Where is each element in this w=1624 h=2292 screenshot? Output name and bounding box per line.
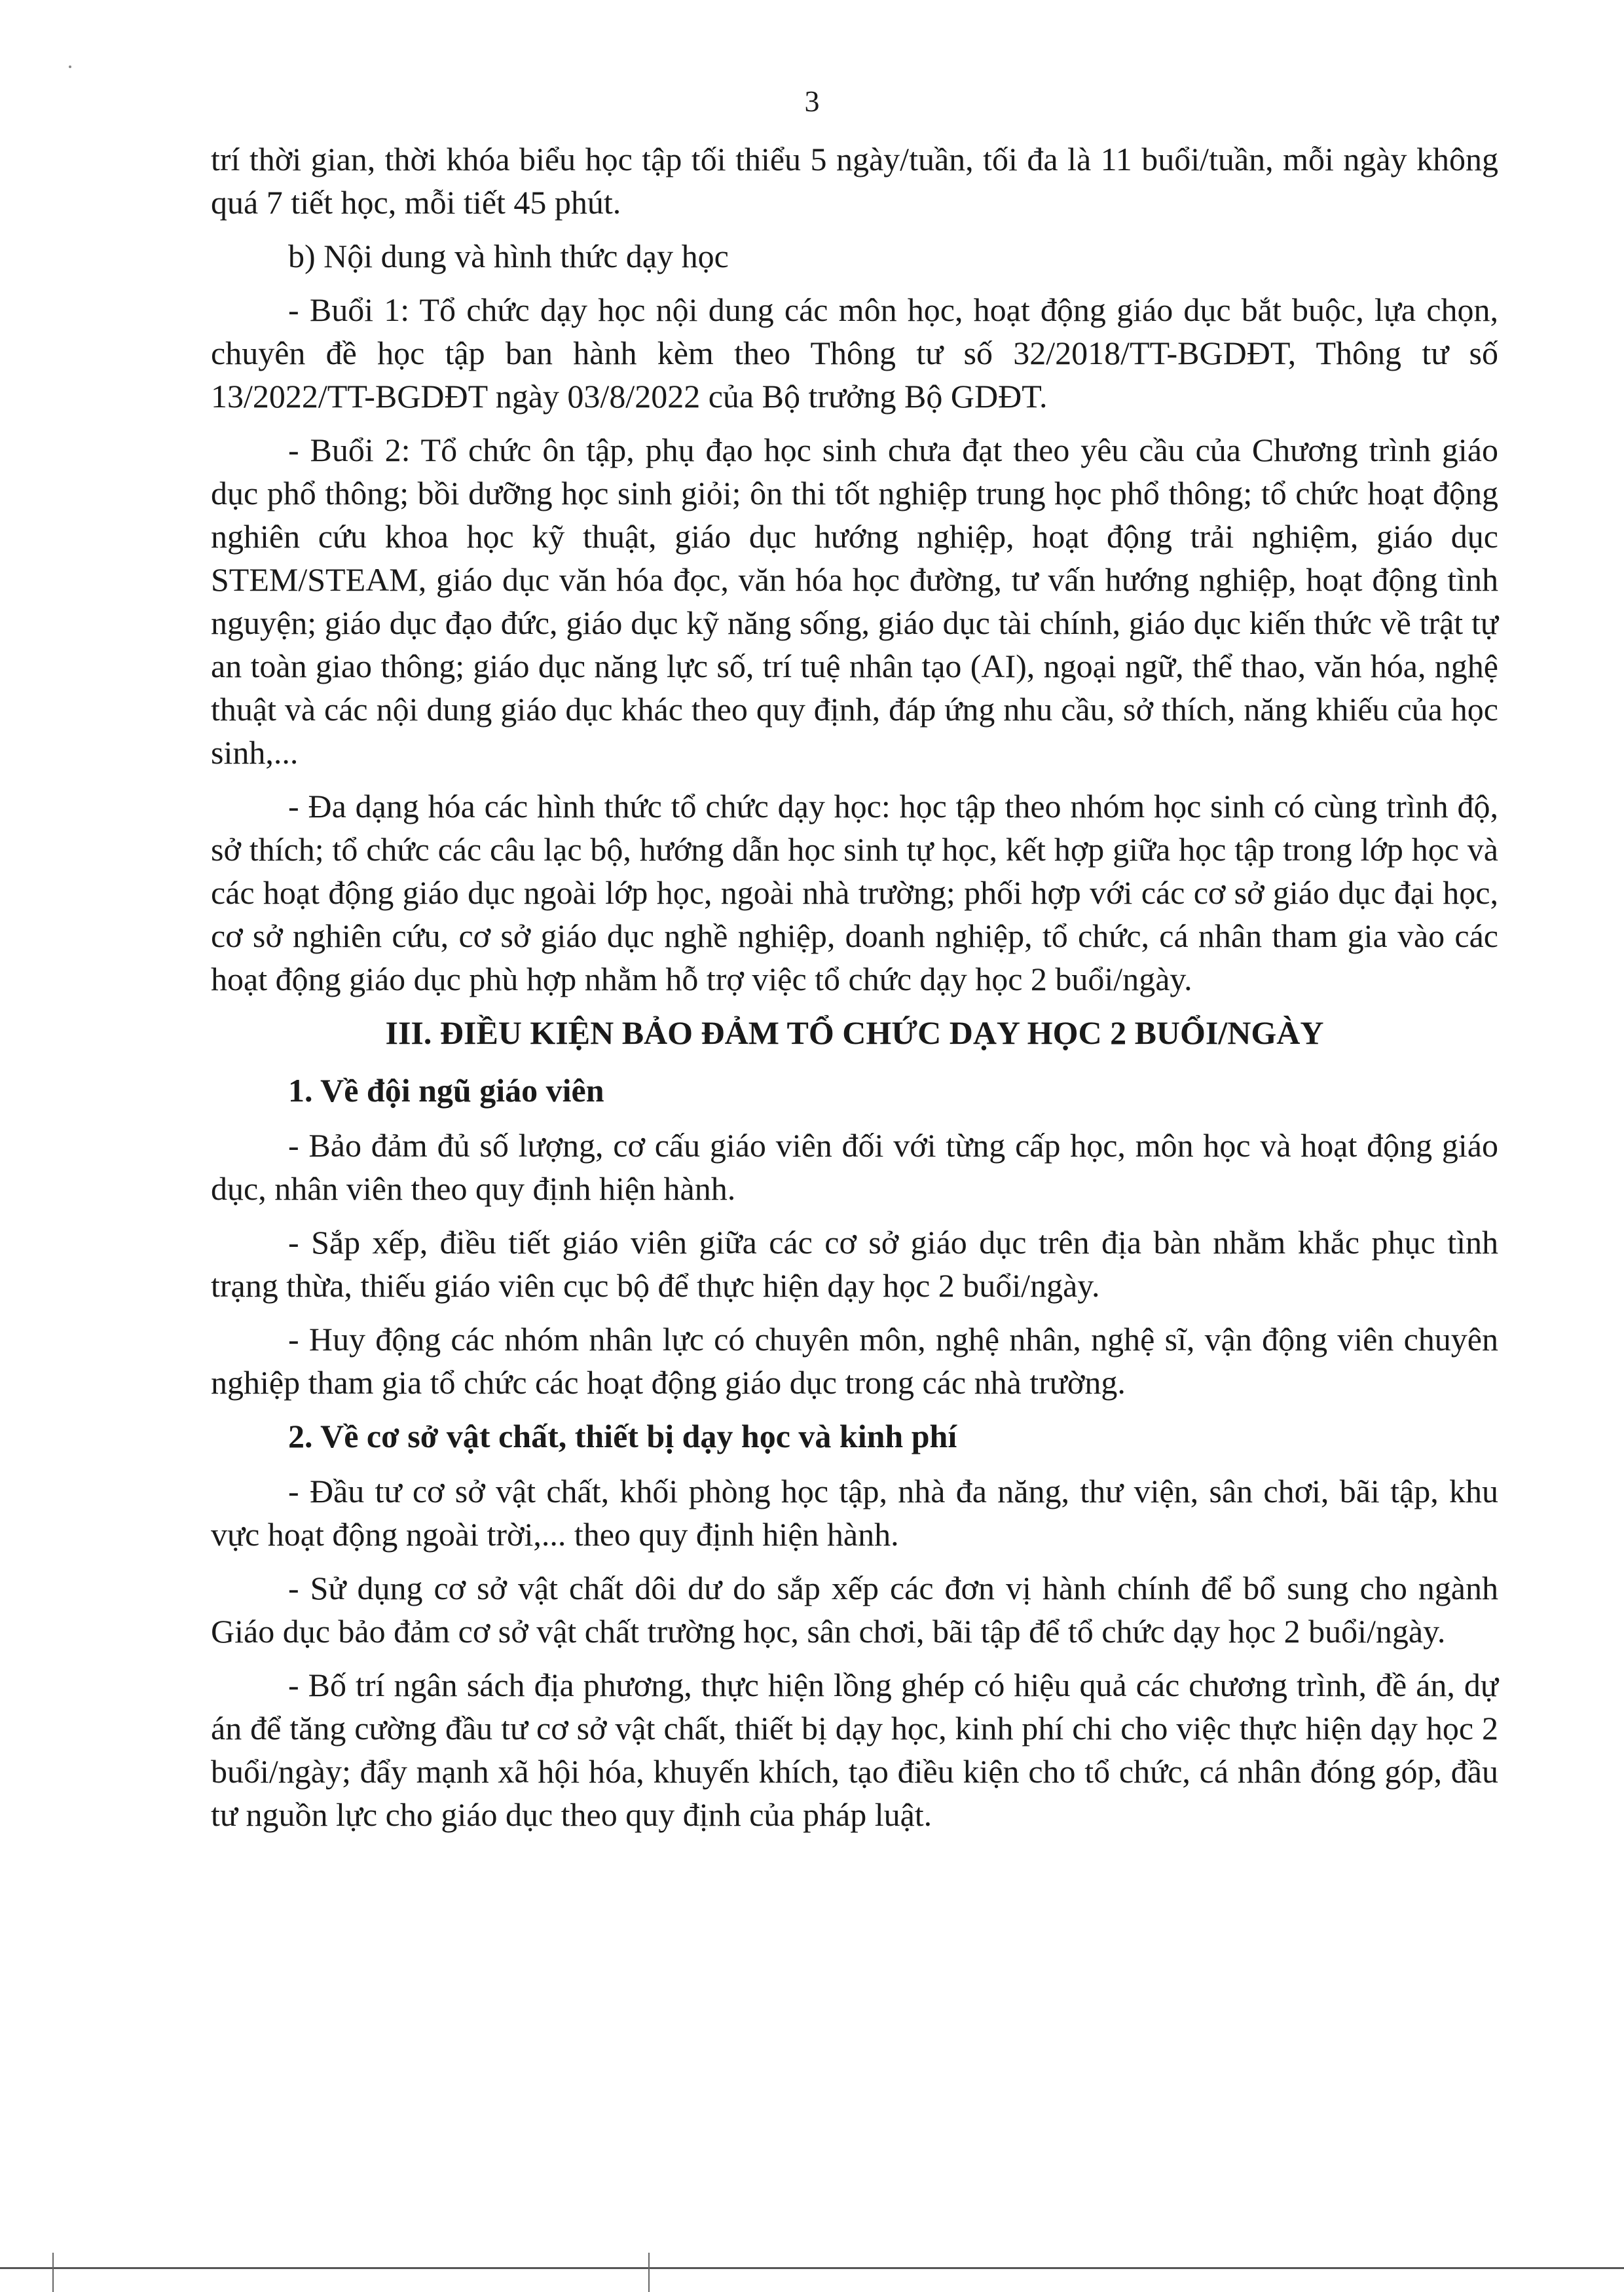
sub1-item: - Huy động các nhóm nhân lực có chuyên môn, nghệ nhân, nghệ sĩ, vận động viên chuyên nghiệp tham gia tổ chức các hoạt động giáo dục trong các nhà trường. bbox=[211, 1321, 1498, 1401]
scan-speck bbox=[69, 65, 71, 68]
document-body bbox=[211, 138, 1498, 1847]
sub2-item: - Đầu tư cơ sở vật chất, khối phòng học tập, nhà đa năng, thư viện, sân chơi, bãi tập, khu vực hoạt động ngoài trời,... theo quy định hiện hành. bbox=[211, 1473, 1498, 1553]
paragraph-session-2: - Buổi 2: Tổ chức ôn tập, phụ đạo học sinh chưa đạt theo yêu cầu của Chương trình giáo dục phổ thông; bồi dưỡng học sinh giỏi; ôn thi tốt nghiệp trung học phổ thông; tổ chức hoạt động nghiên cứu khoa học kỹ thuật, giáo dục hướng nghiệp, hoạt động trải nghiệm, giáo dục STEM/STEAM, giáo dục văn hóa đọc, văn hóa học đường, tư vấn hướng nghiệp, hoạt động tình nguyện; giáo dục đạo đức, giáo dục kỹ năng sống, giáo dục tài chính, giáo dục kiến thức về trật tự an toàn giao thông; giáo dục năng lực số, trí tuệ nhân tạo (AI), ngoại ngữ, thể thao, văn hóa, nghệ thuật và các nội dung giáo dục khác theo quy định, đáp ứng nhu cầu, sở thích, năng khiếu của học sinh,... bbox=[211, 432, 1498, 771]
sub1-title: 1. Về đội ngũ giáo viên bbox=[288, 1072, 604, 1109]
sub1-item: - Bảo đảm đủ số lượng, cơ cấu giáo viên đối với từng cấp học, môn học và hoạt động giáo dục, nhân viên theo quy định hiện hành. bbox=[211, 1127, 1498, 1207]
scan-border-line bbox=[0, 2267, 1624, 2269]
scan-tick-mark bbox=[52, 2253, 54, 2292]
sub2-item: - Bố trí ngân sách địa phương, thực hiện lồng ghép có hiệu quả các chương trình, đề án, dự án để tăng cường đầu tư cơ sở vật chất, thiết bị dạy học, kinh phí chi cho việc thực hiện dạy học 2 buổi/ngày; đẩy mạnh xã hội hóa, khuyến khích, tạo điều kiện cho tổ chức, cá nhân đóng góp, đầu tư nguồn lực cho giáo dục theo quy định của pháp luật. bbox=[211, 1667, 1498, 1833]
scan-tick-mark bbox=[648, 2253, 650, 2292]
sub2-title: 2. Về cơ sở vật chất, thiết bị dạy học và kinh phí bbox=[288, 1418, 957, 1454]
paragraph-continuation: trí thời gian, thời khóa biểu học tập tối thiểu 5 ngày/tuần, tối đa là 11 buổi/tuần, mỗi ngày không quá 7 tiết học, mỗi tiết 45 phút. bbox=[211, 141, 1498, 221]
page-number: 3 bbox=[804, 84, 820, 118]
sub1-item: - Sắp xếp, điều tiết giáo viên giữa các cơ sở giáo dục trên địa bàn nhằm khắc phục tình trạng thừa, thiếu giáo viên cục bộ để thực hiện dạy học 2 buổi/ngày. bbox=[211, 1224, 1498, 1304]
paragraph-session-1: - Buổi 1: Tổ chức dạy học nội dung các môn học, hoạt động giáo dục bắt buộc, lựa chọn, chuyên đề học tập ban hành kèm theo Thông tư số 32/2018/TT-BGDĐT, Thông tư số 13/2022/TT-BGDĐT ngày 03/8/2022 của Bộ trưởng Bộ GDĐT. bbox=[211, 291, 1498, 415]
section-iii-title: III. ĐIỀU KIỆN BẢO ĐẢM TỔ CHỨC DẠY HỌC 2 BUỔI/NGÀY bbox=[385, 1014, 1324, 1051]
paragraph-diversify: - Đa dạng hóa các hình thức tổ chức dạy học: học tập theo nhóm học sinh có cùng trình độ, sở thích; tổ chức các câu lạc bộ, hướng dẫn học sinh tự học, kết hợp giữa học tập trong lớp học và các hoạt động giáo dục ngoài lớp học, ngoài nhà trường; phối hợp với các cơ sở giáo dục đại học, cơ sở nghiên cứu, cơ sở giáo dục nghề nghiệp, doanh nghiệp, tổ chức, cá nhân tham gia vào các hoạt động giáo dục phù hợp nhằm hỗ trợ việc tổ chức dạy học 2 buổi/ngày. bbox=[211, 788, 1498, 997]
sub2-item: - Sử dụng cơ sở vật chất dôi dư do sắp xếp các đơn vị hành chính để bổ sung cho ngành Giáo dục bảo đảm cơ sở vật chất trường học, sân chơi, bãi tập để tổ chức dạy học 2 buổi/ngày. bbox=[211, 1570, 1498, 1650]
subsection-b-heading: b) Nội dung và hình thức dạy học bbox=[288, 238, 729, 274]
